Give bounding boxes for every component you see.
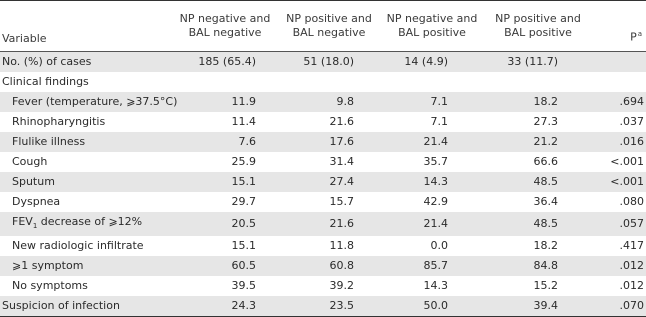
cell: 21.4 — [378, 212, 486, 236]
cell: 20.5 — [170, 212, 280, 236]
cell: 11.4 — [231, 115, 256, 128]
cell: 11.9 — [170, 92, 280, 112]
row-label: No symptoms — [12, 279, 88, 293]
cell: 36.4 — [533, 195, 558, 208]
cell: 48.5 — [486, 212, 590, 236]
cell: 21.4 — [378, 132, 486, 152]
table-row — [0, 52, 646, 73]
cell: 18.2 — [486, 92, 590, 112]
cell: 21.2 — [486, 132, 590, 152]
row-label: Cough — [12, 155, 48, 168]
cell: 21.6 — [329, 115, 354, 128]
row-label: New radiologic infiltrate — [12, 239, 144, 253]
table-row — [0, 296, 646, 317]
cell: 11.8 — [329, 239, 354, 253]
table-row — [0, 192, 646, 212]
cell: 60.5 — [170, 256, 280, 276]
row-label: $FEV_1$ decrease of ⩾12% — [0, 212, 170, 236]
table-row — [0, 132, 646, 152]
cell: <.001 — [590, 172, 646, 192]
cell: .417 — [619, 239, 644, 253]
cell: 25.9 — [231, 155, 256, 168]
cell: 7.6 — [170, 132, 280, 152]
cell: 66.6 — [533, 155, 558, 168]
table-row — [0, 256, 646, 276]
cell: .012 — [590, 256, 646, 276]
cell: 85.7 — [378, 256, 486, 276]
header-np-pos-bal-neg: NP positive and BAL negative — [280, 1, 378, 52]
row-label: Sputum — [0, 172, 170, 192]
cell: 39.5 — [231, 279, 256, 293]
cell: 17.6 — [280, 132, 378, 152]
cell: 14.3 — [378, 172, 486, 192]
cell: 15.2 — [533, 279, 558, 293]
row-label: Suspicion of infection — [0, 296, 170, 317]
cell: .070 — [590, 296, 646, 317]
cell: .694 — [590, 92, 646, 112]
row-label: Rhinopharyngitis — [12, 115, 106, 128]
cell: 35.7 — [423, 155, 448, 168]
cell: 15.7 — [329, 195, 354, 208]
table-header — [0, 1, 646, 52]
table-row — [0, 152, 646, 172]
header-np-pos-bal-pos: NP positive and BAL positive — [486, 1, 590, 52]
header-variable: Variable — [0, 1, 170, 52]
row-label: Fever (temperature, ⩾37.5°C) — [0, 92, 170, 112]
cell: 42.9 — [423, 195, 448, 208]
cell: 7.1 — [430, 115, 448, 128]
cell: 24.3 — [170, 296, 280, 317]
header-row — [0, 1, 646, 52]
cell: 39.4 — [486, 296, 590, 317]
cell: .080 — [619, 195, 644, 208]
table-row — [0, 236, 646, 256]
cell: 15.1 — [170, 172, 280, 192]
cell: 84.8 — [486, 256, 590, 276]
table-row — [0, 172, 646, 192]
table-row — [0, 212, 646, 236]
cell: 27.4 — [280, 172, 378, 192]
cell: 14.3 — [423, 279, 448, 293]
cell: 33 (11.7) — [486, 52, 590, 73]
cell — [590, 52, 646, 73]
cell: <.001 — [610, 155, 644, 168]
cell: 14 (4.9) — [378, 52, 486, 73]
cell: 15.1 — [231, 239, 256, 253]
cell: .012 — [619, 279, 644, 293]
cell: 7.1 — [378, 92, 486, 112]
row-label: No. (%) of cases — [0, 52, 170, 73]
header-np-neg-bal-neg: NP negative and BAL negative — [170, 1, 280, 52]
cell: 31.4 — [329, 155, 354, 168]
table-row — [0, 112, 646, 132]
header-np-neg-bal-pos: NP negative and BAL positive — [378, 1, 486, 52]
table-row — [0, 72, 646, 92]
cell: 48.5 — [486, 172, 590, 192]
cell: .057 — [590, 212, 646, 236]
cell: 27.3 — [533, 115, 558, 128]
cell: 9.8 — [280, 92, 378, 112]
table-row — [0, 276, 646, 296]
cell: 50.0 — [378, 296, 486, 317]
cell: 18.2 — [533, 239, 558, 253]
table-row — [0, 92, 646, 112]
cell: .037 — [619, 115, 644, 128]
row-label: Flulike illness — [0, 132, 170, 152]
row-label: ⩾1 symptom — [0, 256, 170, 276]
cell: 0.0 — [430, 239, 448, 253]
cell: 23.5 — [280, 296, 378, 317]
row-label: Dyspnea — [12, 195, 61, 208]
cell: 39.2 — [329, 279, 354, 293]
cell: 29.7 — [231, 195, 256, 208]
cell: 60.8 — [280, 256, 378, 276]
header-p-value: $P^a$ — [590, 1, 646, 52]
cell: 185 (65.4) — [170, 52, 280, 73]
section-label: Clinical findings — [2, 75, 89, 88]
cell: 51 (18.0) — [280, 52, 378, 73]
cell: 21.6 — [280, 212, 378, 236]
cell: .016 — [590, 132, 646, 152]
